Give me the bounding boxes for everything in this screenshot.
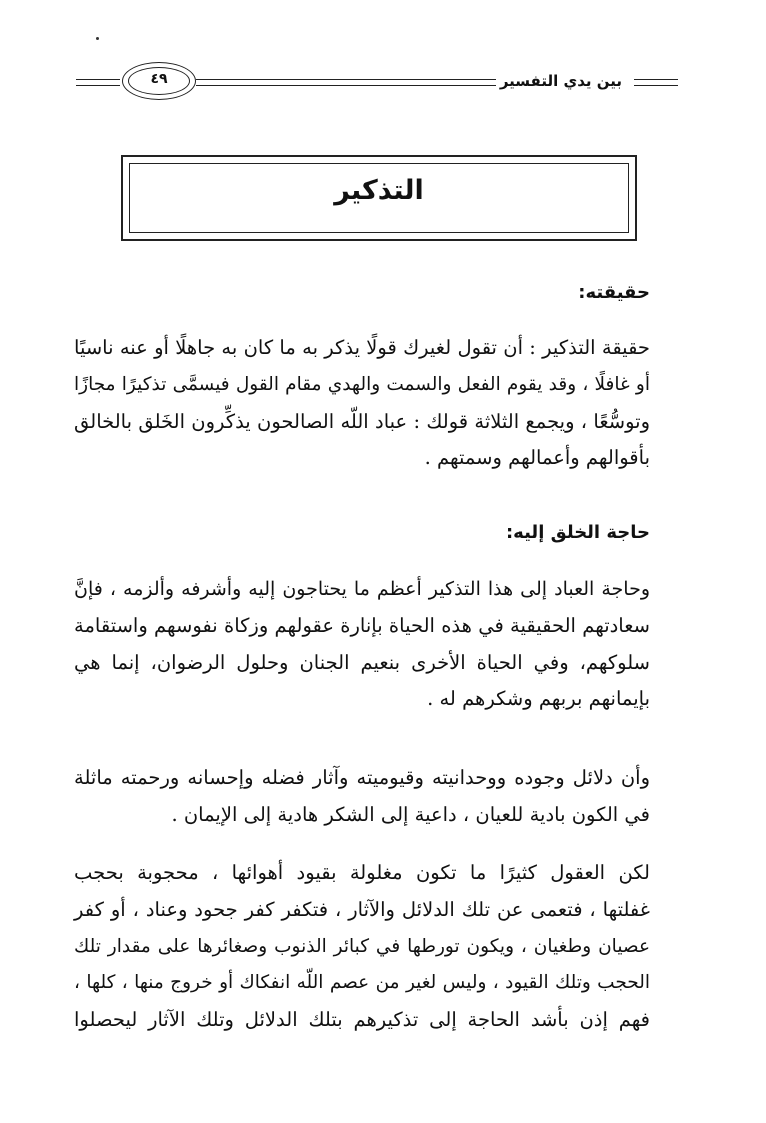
paragraph-line: سعادتهم الحقيقية في هذه الحياة بإنارة عقولهم وزكاة نفوسهم واستقامة: [74, 613, 650, 637]
chapter-title-box: [121, 155, 637, 241]
section-heading-essence: حقيقته:: [578, 282, 650, 303]
paragraph-line: سلوكهم، وفي الحياة الأخرى بنعيم الجنان وحلول الرضوان، إنما هي: [74, 650, 650, 674]
paragraph-essence: [74, 330, 650, 477]
paragraph-line: الحجب وتلك القيود ، وليس لغير من عصم اللّه انفكاك أو خروج منها ، كلها ،: [74, 972, 650, 994]
paragraph-line: فهم إذن بأشد الحاجة إلى تذكيرهم بتلك الدلائل وتلك الآثار ليحصلوا: [74, 1008, 650, 1032]
header-rule-middle: [196, 79, 496, 86]
paragraph-need-3: [74, 855, 650, 1039]
paragraph-line: بإيمانهم بربهم وشكرهم له .: [427, 687, 650, 711]
page-speck: [96, 37, 99, 40]
paragraph-line: أو غافلًا ، وقد يقوم الفعل والسمت والهدي مقام القول فيسمَّى تذكيرًا مجازًا: [74, 373, 650, 395]
running-header: [76, 62, 678, 102]
section-heading-need: حاجة الخلق إليه:: [505, 522, 650, 543]
paragraph-need-2: [74, 760, 650, 834]
paragraph-need-1: [74, 571, 650, 718]
paragraph-line: غفلتها ، فتعمى عن تلك الدلائل والآثار ، فتكفر كفر جحود وعناد ، أو كفر: [74, 897, 650, 921]
paragraph-line: وحاجة العباد إلى هذا التذكير أعظم ما يحتاجون إليه وأشرفه وألزمه ، فإنَّ: [74, 578, 650, 600]
page-number-badge: [122, 62, 196, 100]
paragraph-line: وأن دلائل وجوده ووحدانيته وقيوميته وآثار فضله وإحسانه ورحمته ماثلة: [74, 766, 650, 789]
page-number: ٤٩: [150, 71, 168, 87]
paragraph-line: عصيان وطغيان ، ويكون تورطها في كبائر الذنوب وصغائرها على مقدار تلك: [74, 935, 650, 957]
header-rule-left: [76, 79, 120, 86]
paragraph-line: لكن العقول كثيرًا ما تكون مغلولة بقيود أهوائها ، محجوبة بحجب: [74, 861, 650, 884]
header-rule-right: [634, 79, 678, 86]
paragraph-line: وتوسُّعًا ، ويجمع الثلاثة قولك : عباد اللّه الصالحون يذكِّرون الخَلق بالخالق: [74, 409, 650, 433]
paragraph-line: في الكون بادية للعيان ، داعية إلى الشكر هادية إلى الإيمان .: [171, 802, 650, 826]
paragraph-line: بأقوالهم وأعمالهم وسمتهم .: [424, 446, 650, 470]
book-title: بين يدي التفسير: [499, 72, 622, 90]
chapter-title: التذكير: [334, 175, 424, 206]
paragraph-line: حقيقة التذكير : أن تقول لغيرك قولًا يذكر به ما كان به جاهلًا أو عنه ناسيًا: [74, 336, 650, 359]
